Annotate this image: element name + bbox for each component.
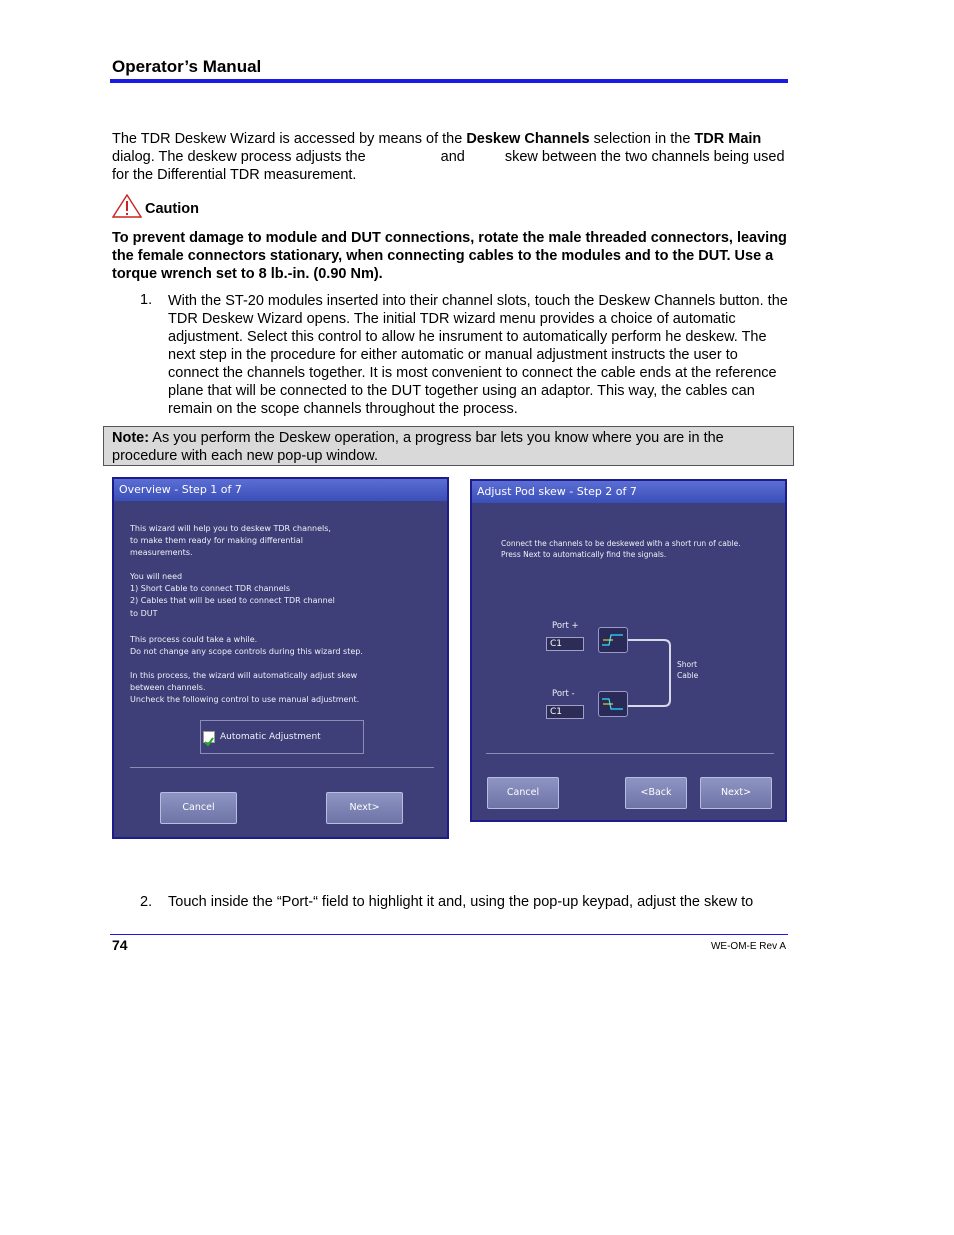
- caution-icon: [112, 194, 142, 218]
- intro-text-2: selection in the: [589, 131, 695, 147]
- wizard-pod-skew-cancel-button[interactable]: Cancel: [487, 777, 559, 809]
- automatic-adjustment-checkbox[interactable]: [203, 731, 215, 743]
- intro-bold-tdr-main: TDR Main: [694, 131, 762, 147]
- wizard-pod-skew-back-button[interactable]: <Back: [625, 777, 687, 809]
- port-plus-label: Port +: [552, 621, 579, 631]
- note-box: [103, 426, 794, 466]
- page-number: 74: [112, 937, 128, 953]
- wizard-overview-next-button[interactable]: Next>: [326, 792, 403, 824]
- wizard-pod-skew-title: Adjust Pod skew - Step 2 of 7: [472, 481, 785, 503]
- port-plus-signal-icon: [598, 627, 628, 653]
- page-header-title: Operator’s Manual: [112, 57, 262, 76]
- step-2-number: 2.: [140, 894, 153, 910]
- caution-text: To prevent damage to module and DUT connections, rotate the male threaded connectors, leaving the female connectors stationary, when connecting cables to the modules and to the DUT. Use a torque wrench set to 8 lb.-in. (0.90 Nm).: [112, 230, 787, 282]
- step-1-text: With the ST-20 modules inserted into their channel slots, touch the Deskew Channels button. the TDR Deskew Wizard opens. The initial TDR wizard menu provides a choice of automatic adjustment. Select this control to allow he insrument to automatically perform he deskew. The next step in the procedure for either automatic or manual adjustment instructs the user to connect the channels together. It is most convenient to connect the cable ends at the reference plane that will be connected to the DUT together using an adaptor. This way, the cables can remain on the scope channels throughout the process.: [168, 293, 788, 417]
- wizard-overview-text-2: You will need 1) Short Cable to connect TDR channels 2) Cables that will be used to connect TDR channel to DUT: [130, 572, 335, 618]
- short-cable-label: Short Cable: [677, 660, 699, 680]
- footer-rule: [110, 934, 788, 935]
- automatic-adjustment-group[interactable]: [200, 720, 364, 754]
- wizard-overview-text-3: This process could take a while. Do not change any scope controls during this wizard step.: [130, 635, 363, 657]
- short-cable-connector: [628, 637, 678, 709]
- wizard-overview-panel: [112, 477, 449, 839]
- wizard-overview-title: Overview - Step 1 of 7: [114, 479, 447, 501]
- step-1-number: 1.: [140, 292, 153, 308]
- intro-text-and: and: [440, 149, 465, 165]
- wizard-pod-skew-panel: [470, 479, 787, 822]
- port-minus-signal-icon: [598, 691, 628, 717]
- intro-paragraph: [112, 130, 792, 184]
- port-plus-field[interactable]: C1: [546, 637, 584, 651]
- wizard-pod-skew-text: Connect the channels to be deskewed with a short run of cable. Press Next to automatically find the signals.: [501, 539, 741, 559]
- wizard-overview-separator: [130, 767, 434, 768]
- intro-bold-deskew-channels: Deskew Channels: [466, 131, 590, 147]
- wizard-overview-cancel-button[interactable]: Cancel: [160, 792, 237, 824]
- port-minus-field[interactable]: C1: [546, 705, 584, 719]
- wizard-overview-text-1: This wizard will help you to deskew TDR channels, to make them ready for making differential measurements.: [130, 524, 331, 558]
- intro-text-3: dialog. The deskew process adjusts the: [112, 149, 366, 165]
- checkmark-icon: [204, 737, 214, 747]
- note-text: As you perform the Deskew operation, a progress bar lets you know where you are in the procedure with each new pop-up window.: [112, 430, 724, 464]
- header-rule: [110, 79, 788, 83]
- step-2-text: Touch inside the “Port-“ field to highlight it and, using the pop-up keypad, adjust the skew to: [168, 894, 754, 910]
- intro-text-4: skew between the two channels being used for the Differential TDR measurement.: [112, 149, 785, 183]
- document-revision: WE-OM-E Rev A: [710, 941, 786, 952]
- wizard-pod-skew-separator: [486, 753, 774, 754]
- note-label: Note:: [112, 430, 150, 446]
- wizard-overview-text-4: In this process, the wizard will automatically adjust skew between channels. Uncheck the following control to use manual adjustment.: [130, 671, 360, 705]
- port-minus-label: Port -: [552, 689, 575, 699]
- wizard-pod-skew-next-button[interactable]: Next>: [700, 777, 772, 809]
- intro-text-1: The TDR Deskew Wizard is accessed by means of the: [112, 131, 467, 147]
- automatic-adjustment-label: Automatic Adjustment: [220, 732, 321, 742]
- caution-label: Caution: [145, 201, 199, 217]
